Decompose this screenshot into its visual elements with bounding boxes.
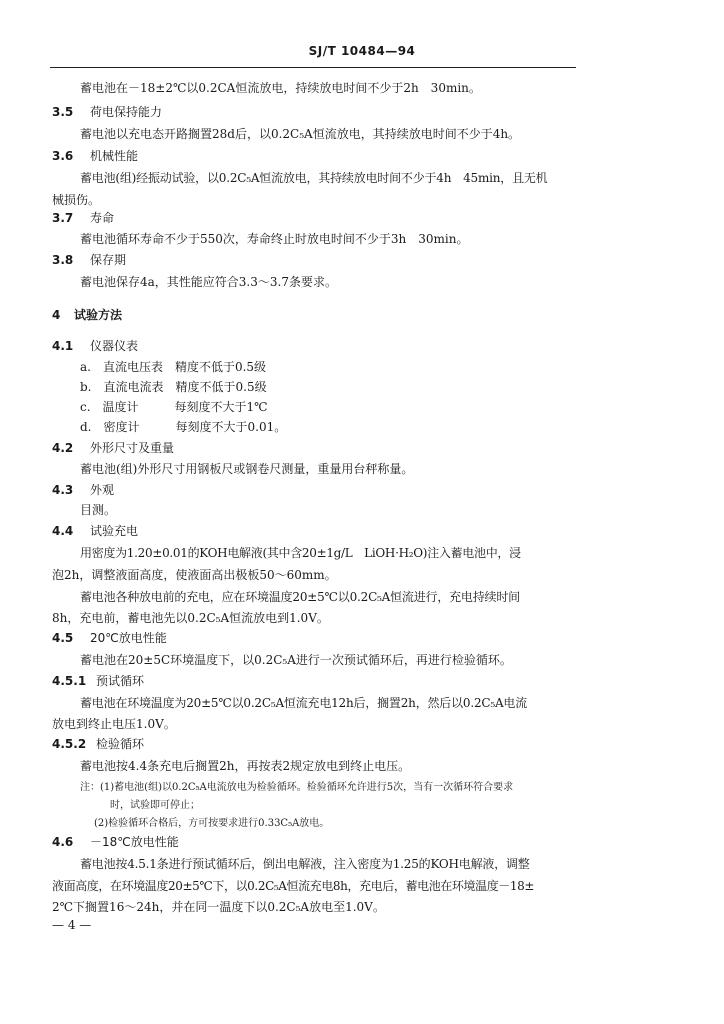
section-number: 4.3 bbox=[52, 483, 74, 497]
para-line: 用密度为1.20±0.01的KOH电解液(其中含20±1g/L LiOH·H₂O)注入蓄电池中，浸 bbox=[80, 546, 521, 560]
section-number: 4.5.1 bbox=[52, 674, 87, 688]
note-line: (2)检验循环合格后，方可按要求进行0.33C₅A放电。 bbox=[94, 818, 330, 829]
section-number: 4 bbox=[52, 308, 61, 322]
section-title: 寿命 bbox=[90, 211, 115, 225]
section-title: 保存期 bbox=[90, 253, 127, 267]
page-number: — 4 — bbox=[52, 918, 92, 932]
para-line: 8h，充电前，蓄电池先以0.2C₅A恒流放电到1.0V。 bbox=[52, 611, 329, 625]
section-4-5-1 bbox=[52, 673, 144, 689]
section-title: 试验方法 bbox=[74, 308, 123, 322]
list-item: b. 直流电流表 精度不低于0.5级 bbox=[80, 380, 267, 394]
para-line: 蓄电池在环境温度为20±5℃以0.2C₅A恒流充电12h后，搁置2h，然后以0.2C₅A电流 bbox=[80, 696, 528, 710]
para-line: 蓄电池各种放电前的充电，应在环境温度20±5℃以0.2C₅A恒流进行，充电持续时间 bbox=[80, 590, 520, 604]
section-4-6 bbox=[52, 834, 179, 850]
para-line: 目测。 bbox=[80, 503, 117, 517]
para-line: 蓄电池按4.4条充电后搁置2h，再按表2规定放电到终止电压。 bbox=[80, 759, 411, 773]
section-4-5-2 bbox=[52, 736, 144, 752]
section-title: －18℃放电性能 bbox=[90, 835, 179, 849]
section-title: 外观 bbox=[90, 483, 115, 497]
section-number: 3.7 bbox=[52, 211, 74, 225]
para-line: 2℃下搁置16～24h，并在同一温度下以0.2C₅A放电至1.0V。 bbox=[52, 900, 385, 914]
page-header: SJ/T 10484—94 bbox=[308, 44, 416, 58]
section-4 bbox=[52, 307, 122, 323]
para-line: 蓄电池(组)外形尺寸用钢板尺或钢卷尺测量，重量用台秤称量。 bbox=[80, 462, 414, 476]
section-number: 4.1 bbox=[52, 339, 74, 353]
section-3-8 bbox=[52, 252, 126, 268]
section-4-4 bbox=[52, 523, 138, 539]
list-item: a. 直流电压表 精度不低于0.5级 bbox=[80, 360, 267, 374]
section-title: 外形尺寸及重量 bbox=[90, 441, 175, 455]
section-title: 荷电保持能力 bbox=[90, 105, 163, 119]
section-4-1 bbox=[52, 338, 138, 354]
section-title: 试验充电 bbox=[90, 524, 139, 538]
note-line: 时，试验即可停止； bbox=[110, 800, 200, 811]
section-4-5 bbox=[52, 630, 167, 646]
section-number: 4.5.2 bbox=[52, 737, 87, 751]
para-line: 蓄电池(组)经振动试验，以0.2C₅A恒流放电，其持续放电时间不少于4h 45min，且无机 bbox=[80, 171, 548, 185]
section-number: 3.6 bbox=[52, 149, 74, 163]
section-4-2 bbox=[52, 440, 174, 456]
para-line: 蓄电池按4.5.1条进行预试循环后，倒出电解液，注入密度为1.25的KOH电解液，调整 bbox=[80, 857, 530, 871]
section-title: 20℃放电性能 bbox=[90, 631, 167, 645]
section-number: 4.5 bbox=[52, 631, 74, 645]
section-title: 仪器仪表 bbox=[90, 339, 139, 353]
section-title: 预试循环 bbox=[96, 674, 145, 688]
section-number: 4.4 bbox=[52, 524, 74, 538]
list-item: c. 温度计 每刻度不大于1℃ bbox=[80, 400, 268, 414]
section-title: 检验循环 bbox=[96, 737, 145, 751]
note-line: 注：(1)蓄电池(组)以0.2C₅A电流放电为检验循环。检验循环允许进行5次，当有一次循环符合要求 bbox=[80, 782, 514, 793]
para-line: 蓄电池在－18±2℃以0.2CA恒流放电，持续放电时间不少于2h 30min。 bbox=[80, 81, 481, 95]
para-line: 放电到终止电压1.0V。 bbox=[52, 717, 176, 731]
section-title: 机械性能 bbox=[90, 149, 139, 163]
list-item: d. 密度计 每刻度不大于0.01。 bbox=[80, 420, 287, 434]
section-3-6 bbox=[52, 148, 138, 164]
para-line: 蓄电池在20±5C环境温度下，以0.2C₅A进行一次预试循环后，再进行检验循环。 bbox=[80, 653, 512, 667]
para-line: 械损伤。 bbox=[52, 193, 101, 207]
section-3-5 bbox=[52, 104, 162, 120]
section-number: 3.8 bbox=[52, 253, 74, 267]
section-3-7 bbox=[52, 210, 114, 226]
para-line: 泡2h，调整液面高度，使液面高出极板50～60mm。 bbox=[52, 568, 337, 582]
section-4-3 bbox=[52, 482, 114, 498]
section-number: 4.2 bbox=[52, 441, 74, 455]
para-line: 蓄电池保存4a，其性能应符合3.3～3.7条要求。 bbox=[80, 275, 337, 289]
para-line: 液面高度，在环境温度20±5℃下，以0.2C₅A恒流充电8h，充电后，蓄电池在环境温度－18± bbox=[52, 879, 535, 893]
para-line: 蓄电池循环寿命不少于550次，寿命终止时放电时间不少于3h 30min。 bbox=[80, 232, 469, 246]
header-rule bbox=[50, 67, 576, 68]
section-number: 3.5 bbox=[52, 105, 74, 119]
para-line: 蓄电池以充电态开路搁置28d后，以0.2C₅A恒流放电，其持续放电时间不少于4h。 bbox=[80, 127, 521, 141]
section-number: 4.6 bbox=[52, 835, 74, 849]
